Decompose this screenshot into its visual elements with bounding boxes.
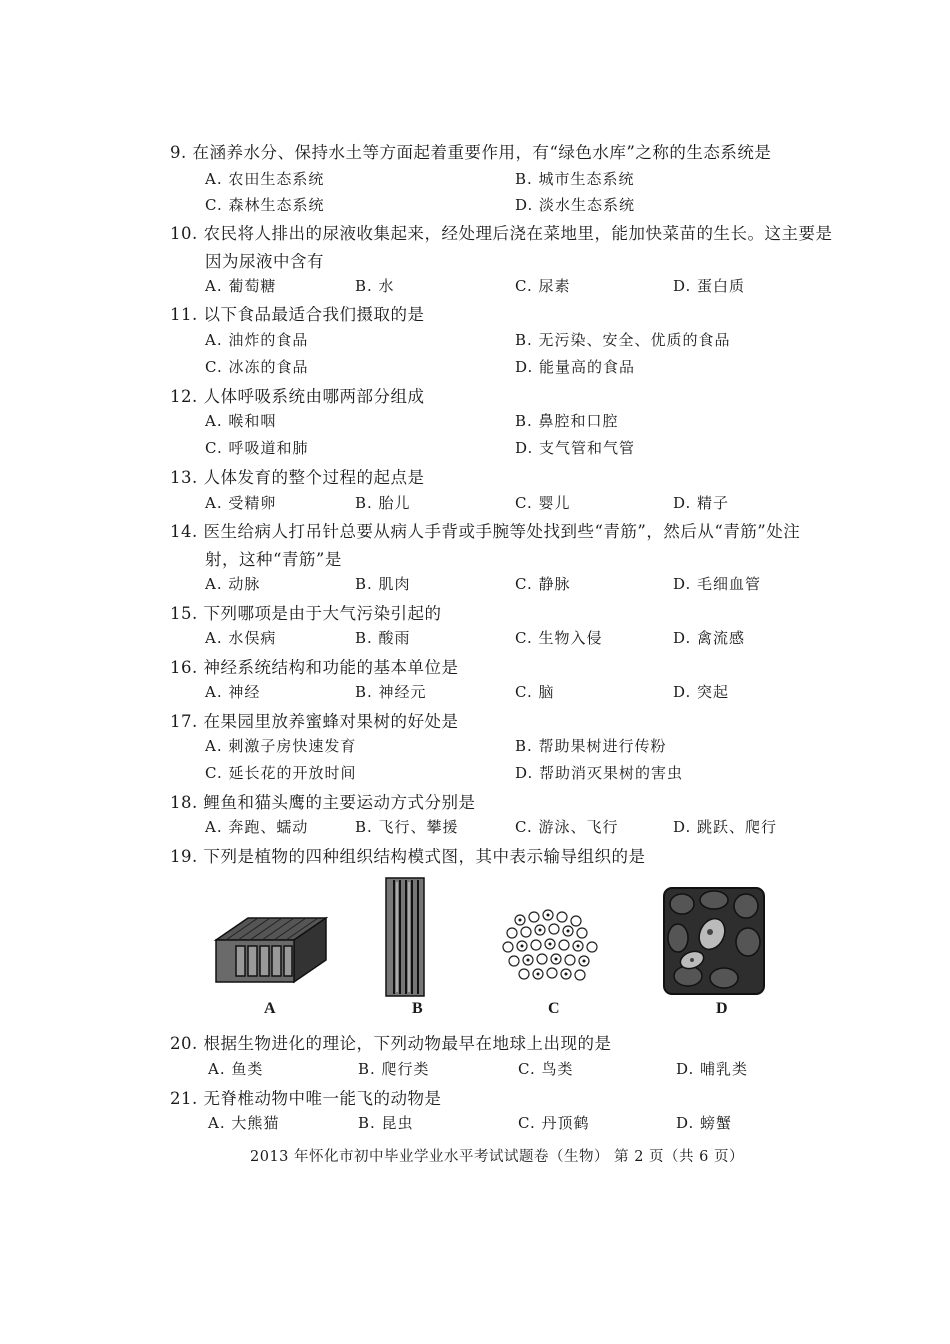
question-15-option-b: B. 酸雨: [355, 629, 411, 647]
question-14-option-d: D. 毛细血管: [673, 575, 762, 593]
question-20-option-b: B. 爬行类: [358, 1060, 430, 1078]
question-10-option-c: C. 尿素: [515, 277, 571, 295]
question-16-option-d: D. 突起: [673, 683, 730, 701]
question-12-option-d: D. 支气管和气管: [515, 439, 636, 457]
question-9-option-d: D. 淡水生态系统: [515, 196, 636, 214]
question-12-option-b: B. 鼻腔和口腔: [515, 412, 619, 430]
question-17-option-b: B. 帮助果树进行传粉: [515, 737, 667, 755]
question-21-option-d: D. 螃蟹: [676, 1114, 733, 1132]
question-13-option-a: A. 受精卵: [205, 494, 277, 512]
question-12-option-a: A. 喉和咽: [205, 412, 277, 430]
question-21-stem: 21. 无脊椎动物中唯一能飞的动物是: [170, 1089, 442, 1108]
question-10-option-a: A. 葡萄糖: [205, 277, 277, 295]
question-16-option-b: B. 神经元: [355, 683, 427, 701]
question-10-stem-cont: 因为尿液中含有: [205, 252, 324, 271]
question-18-option-c: C. 游泳、飞行: [515, 818, 619, 836]
question-16-option-c: C. 脑: [515, 683, 555, 701]
question-21-option-c: C. 丹顶鹤: [518, 1114, 590, 1132]
question-13-option-c: C. 婴儿: [515, 494, 571, 512]
question-10-option-d: D. 蛋白质: [673, 277, 746, 295]
question-18-option-d: D. 跳跃、爬行: [673, 818, 778, 836]
question-9-stem: 9. 在涵养水分、保持水土等方面起着重要作用，有“绿色水库”之称的生态系统是: [170, 143, 772, 162]
question-20-option-d: D. 哺乳类: [676, 1060, 749, 1078]
question-20-option-a: A. 鱼类: [208, 1060, 264, 1078]
question-17-stem: 17. 在果园里放养蜜蜂对果树的好处是: [170, 712, 459, 731]
question-16-option-a: A. 神经: [205, 683, 261, 701]
question-21-option-a: A. 大熊猫: [208, 1114, 280, 1132]
tissue-figures: [200, 870, 800, 1020]
question-20-stem: 20. 根据生物进化的理论，下列动物最早在地球上出现的是: [170, 1034, 612, 1053]
question-15-option-d: D. 禽流感: [673, 629, 746, 647]
question-14-stem: 14. 医生给病人打吊针总要从病人手背或手腕等处找到些“青筋”，然后从“青筋”处注: [170, 522, 801, 541]
question-18-option-b: B. 飞行、攀援: [355, 818, 459, 836]
question-21-option-b: B. 昆虫: [358, 1114, 414, 1132]
question-15-stem: 15. 下列哪项是由于大气污染引起的: [170, 604, 442, 623]
question-10-stem: 10. 农民将人排出的尿液收集起来，经处理后浇在菜地里，能加快菜苗的生长。这主要是: [170, 224, 833, 243]
question-17-option-a: A. 刺激子房快速发育: [205, 737, 357, 755]
question-11-stem: 11. 以下食品最适合我们摄取的是: [170, 305, 425, 324]
question-12-option-c: C. 呼吸道和肺: [205, 439, 309, 457]
question-11-option-d: D. 能量高的食品: [515, 358, 636, 376]
question-18-option-a: A. 奔跑、蠕动: [205, 818, 309, 836]
question-13-option-b: B. 胎儿: [355, 494, 411, 512]
question-11-option-c: C. 冰冻的食品: [205, 358, 309, 376]
question-10-option-b: B. 水: [355, 277, 395, 295]
question-14-option-b: B. 肌肉: [355, 575, 411, 593]
question-9-option-b: B. 城市生态系统: [515, 170, 635, 188]
question-11-option-a: A. 油炸的食品: [205, 331, 309, 349]
question-9-option-c: C. 森林生态系统: [205, 196, 325, 214]
question-15-option-a: A. 水俣病: [205, 629, 277, 647]
question-11-option-b: B. 无污染、安全、优质的食品: [515, 331, 731, 349]
question-14-option-a: A. 动脉: [205, 575, 261, 593]
figure-c-label: C: [548, 1000, 560, 1017]
figure-c-image: [500, 905, 605, 990]
question-18-stem: 18. 鲤鱼和猫头鹰的主要运动方式分别是: [170, 793, 476, 812]
page-footer: 2013 年怀化市初中毕业学业水平考试试题卷（生物） 第 2 页（共 6 页）: [250, 1149, 745, 1165]
figure-d-label: D: [716, 1000, 728, 1017]
figure-a-label: A: [264, 1000, 276, 1017]
question-14-option-c: C. 静脉: [515, 575, 571, 593]
figure-d-image: [658, 882, 770, 1000]
question-13-option-d: D. 精子: [673, 494, 730, 512]
question-19-stem: 19. 下列是植物的四种组织结构模式图，其中表示输导组织的是: [170, 847, 646, 866]
figure-b-label: B: [412, 1000, 423, 1017]
question-13-stem: 13. 人体发育的整个过程的起点是: [170, 468, 425, 487]
figure-a-image: [208, 910, 328, 990]
question-16-stem: 16. 神经系统结构和功能的基本单位是: [170, 658, 459, 677]
question-15-option-c: C. 生物入侵: [515, 629, 603, 647]
question-20-option-c: C. 鸟类: [518, 1060, 574, 1078]
question-17-option-d: D. 帮助消灭果树的害虫: [515, 764, 684, 782]
question-12-stem: 12. 人体呼吸系统由哪两部分组成: [170, 387, 425, 406]
figure-b-image: [380, 874, 430, 999]
question-14-stem-cont: 射，这种“青筋”是: [205, 550, 342, 569]
question-17-option-c: C. 延长花的开放时间: [205, 764, 357, 782]
question-9-option-a: A. 农田生态系统: [205, 170, 325, 188]
